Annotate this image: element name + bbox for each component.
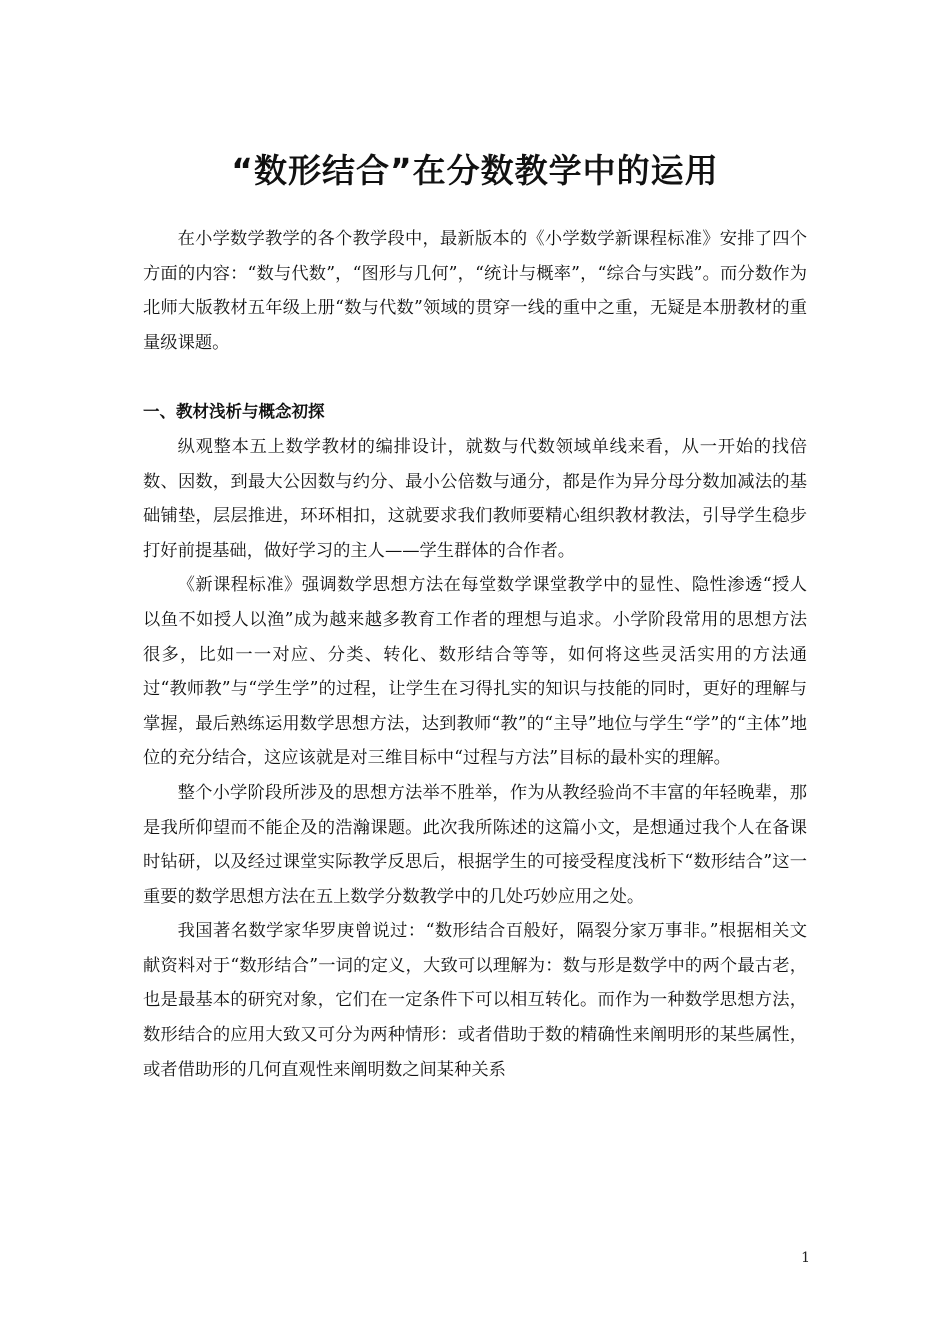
body-paragraph: 我国著名数学家华罗庚曾说过：“数形结合百般好，隔裂分家万事非。”根据相关文献资料对于“数形结合”一词的定义，大致可以理解为：数与形是数学中的两个最古老，也是最基本的研究对象，它们在一定条件下可以相互转化。而作为一种数学思想方法，数形结合的应用大致又可分为两种情形：或者借助于数的精确性来阐明形的某些属性，或者借助形的几何直观性来阐明数之间某种关系 (143, 921, 807, 1080)
body-paragraph: 整个小学阶段所涉及的思想方法举不胜举，作为从教经验尚不丰富的年轻晚辈，那是我所仰望而不能企及的浩瀚课题。此次我所陈述的这篇小文，是想通过我个人在备课时钻研，以及经过课堂实际教学反思后，根据学生的可接受程度浅析下“数形结合”这一重要的数学思想方法在五上数学分数教学中的几处巧妙应用之处。 (143, 782, 807, 907)
body-paragraph: 纵观整本五上数学教材的编排设计，就数与代数领域单线来看，从一开始的找倍数、因数，到最大公因数与约分、最小公倍数与通分，都是作为异分母分数加减法的基础铺垫，层层推进，环环相扣，这就要求我们教师要精心组织教材教法，引导学生稳步打好前提基础，做好学习的主人——学生群体的合作者。 (143, 436, 807, 561)
document-body (143, 222, 807, 1087)
page-number: 1 (801, 1250, 810, 1266)
section-spacer (143, 360, 807, 395)
section-heading: 一、教材浅析与概念初探 (143, 402, 325, 422)
page-title: “数形结合”在分数教学中的运用 (231, 151, 719, 191)
body-paragraph: 《新课程标准》强调数学思想方法在每堂数学课堂教学中的显性、隐性渗透“授人以鱼不如授人以渔”成为越来越多教育工作者的理想与追求。小学阶段常用的思想方法很多，比如一一对应、分类、转化、数形结合等等，如何将这些灵活实用的方法通过“教师教”与“学生学”的过程，让学生在习得扎实的知识与技能的同时，更好的理解与掌握，最后熟练运用数学思想方法，达到教师“教”的“主导”地位与学生“学”的“主体”地位的充分结合，这应该就是对三维目标中“过程与方法”目标的最朴实的理解。 (143, 575, 807, 769)
intro-paragraph: 在小学数学教学的各个教学段中，最新版本的《小学数学新课程标准》安排了四个方面的内容：“数与代数”，“图形与几何”，“统计与概率”，“综合与实践”。而分数作为北师大版教材五年级上册“数与代数”领域的贯穿一线的重中之重，无疑是本册教材的重量级课题。 (143, 229, 807, 353)
